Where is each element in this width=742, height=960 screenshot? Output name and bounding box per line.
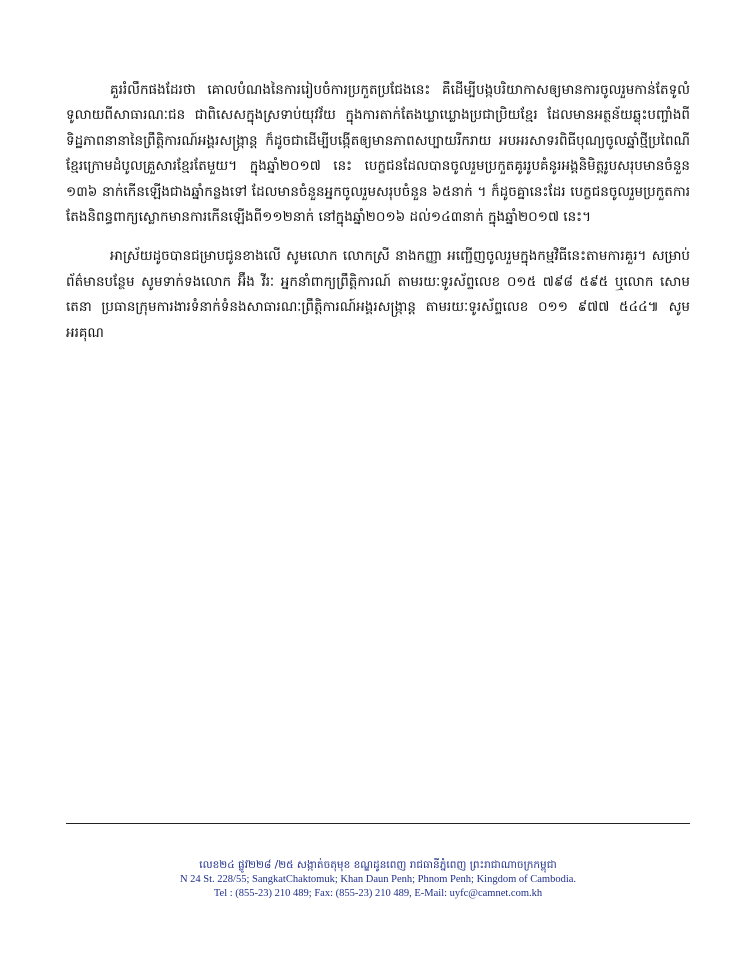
letterhead-footer <box>66 857 690 901</box>
body-paragraph-2: អាស្រ័យដូចបានជម្រាបជូនខាងលើ សូមលោក លោកស្រី នាងកញ្ញា អញ្ជើញចូលរួមក្នុងកម្មវិធីនេះតាមការគួរ។ សម្រាប់ព័ត៌មានបន្ថែម សូមទាក់ទងលោក អ៊ឹង វីរៈ អ្នកនាំពាក្យព្រឹត្តិការណ៍ តាមរយៈទូរស័ព្ទលេខ ០១៥ ៧៩៨ ៥៩៥ ឬលោក សោម តេនា ប្រធានក្រុមការងារទំនាក់ទំនងសាធារណៈព្រឹត្តិការណ៍អង្គរសង្ក្រាន្ត តាមរយៈទូរស័ព្ទលេខ ០១១ ៩៧៧ ៥៤៤៕ សូមអរគុណ <box>66 248 690 341</box>
footer-contact-info: Tel : (855-23) 210 489; Fax: (855-23) 210 489, E-Mail: uyfc@camnet.com.kh <box>213 888 543 899</box>
footer-divider <box>66 823 690 824</box>
footer-address-khmer: លេខ២៤ ផ្លូវ២២៨ /២៥ សង្កាត់ចតុមុខ ខណ្ឌដូនពេញ រាជធានីភ្នំពេញ ព្រះរាជាណាចក្រកម្ពុជា <box>199 859 557 871</box>
footer-address-english: N 24 St. 228/55; SangkatChaktomuk; Khan Daun Penh; Phnom Penh; Kingdom of Cambodia. <box>179 874 577 885</box>
document-body <box>66 78 690 360</box>
body-paragraph-1: គួររំលឹកផងដែរថា គោលបំណងនៃការរៀបចំការប្រកួតប្រជែងនេះ គឺដើម្បីបង្កបរិយាកាសឲ្យមានការចូលរួមកាន់តែទូលំទូលាយពីសាធារណៈជន ជាពិសេសក្នុងស្រទាប់យុវវ័យ ក្នុងការតាក់តែងឃ្លាឃ្លោងប្រជាប្រិយខ្មែរ ដែលមានអត្ថន័យឆ្លុះបញ្ចាំងពីទិដ្ឋភាពនានានៃព្រឹត្តិការណ៍អង្គរសង្ក្រាន្ត ក៏ដូចជាដើម្បីបង្កើតឲ្យមានភាពសប្បាយរីករាយ អបអរសាទរពិធីបុណ្យចូលឆ្នាំថ្មីប្រពៃណីខ្មែរក្រោមដំបូលគ្រួសារខ្មែរតែមួយ។ ក្នុងឆ្នាំ២០១៧ នេះ បេក្ខជនដែលបានចូលរួមប្រកួតគូររូបគំនូរអង្គនិមិត្តរូបសរុបមានចំនួន ១៣៦ នាក់កើនឡើងជាងឆ្នាំកន្លងទៅ ដែលមានចំនួនអ្នកចូលរួមសរុបចំនួន ៦៥នាក់ ។ ក៏ដូចគ្នានេះដែរ បេក្ខជនចូលរួមប្រកួតការតែងនិពន្ធពាក្យស្លោកមានការកើនឡើងពី១១២នាក់ នៅក្នុងឆ្នាំ២០១៦ ដល់១៤៣នាក់ ក្នុងឆ្នាំ២០១៧ នេះ។ <box>66 82 690 226</box>
